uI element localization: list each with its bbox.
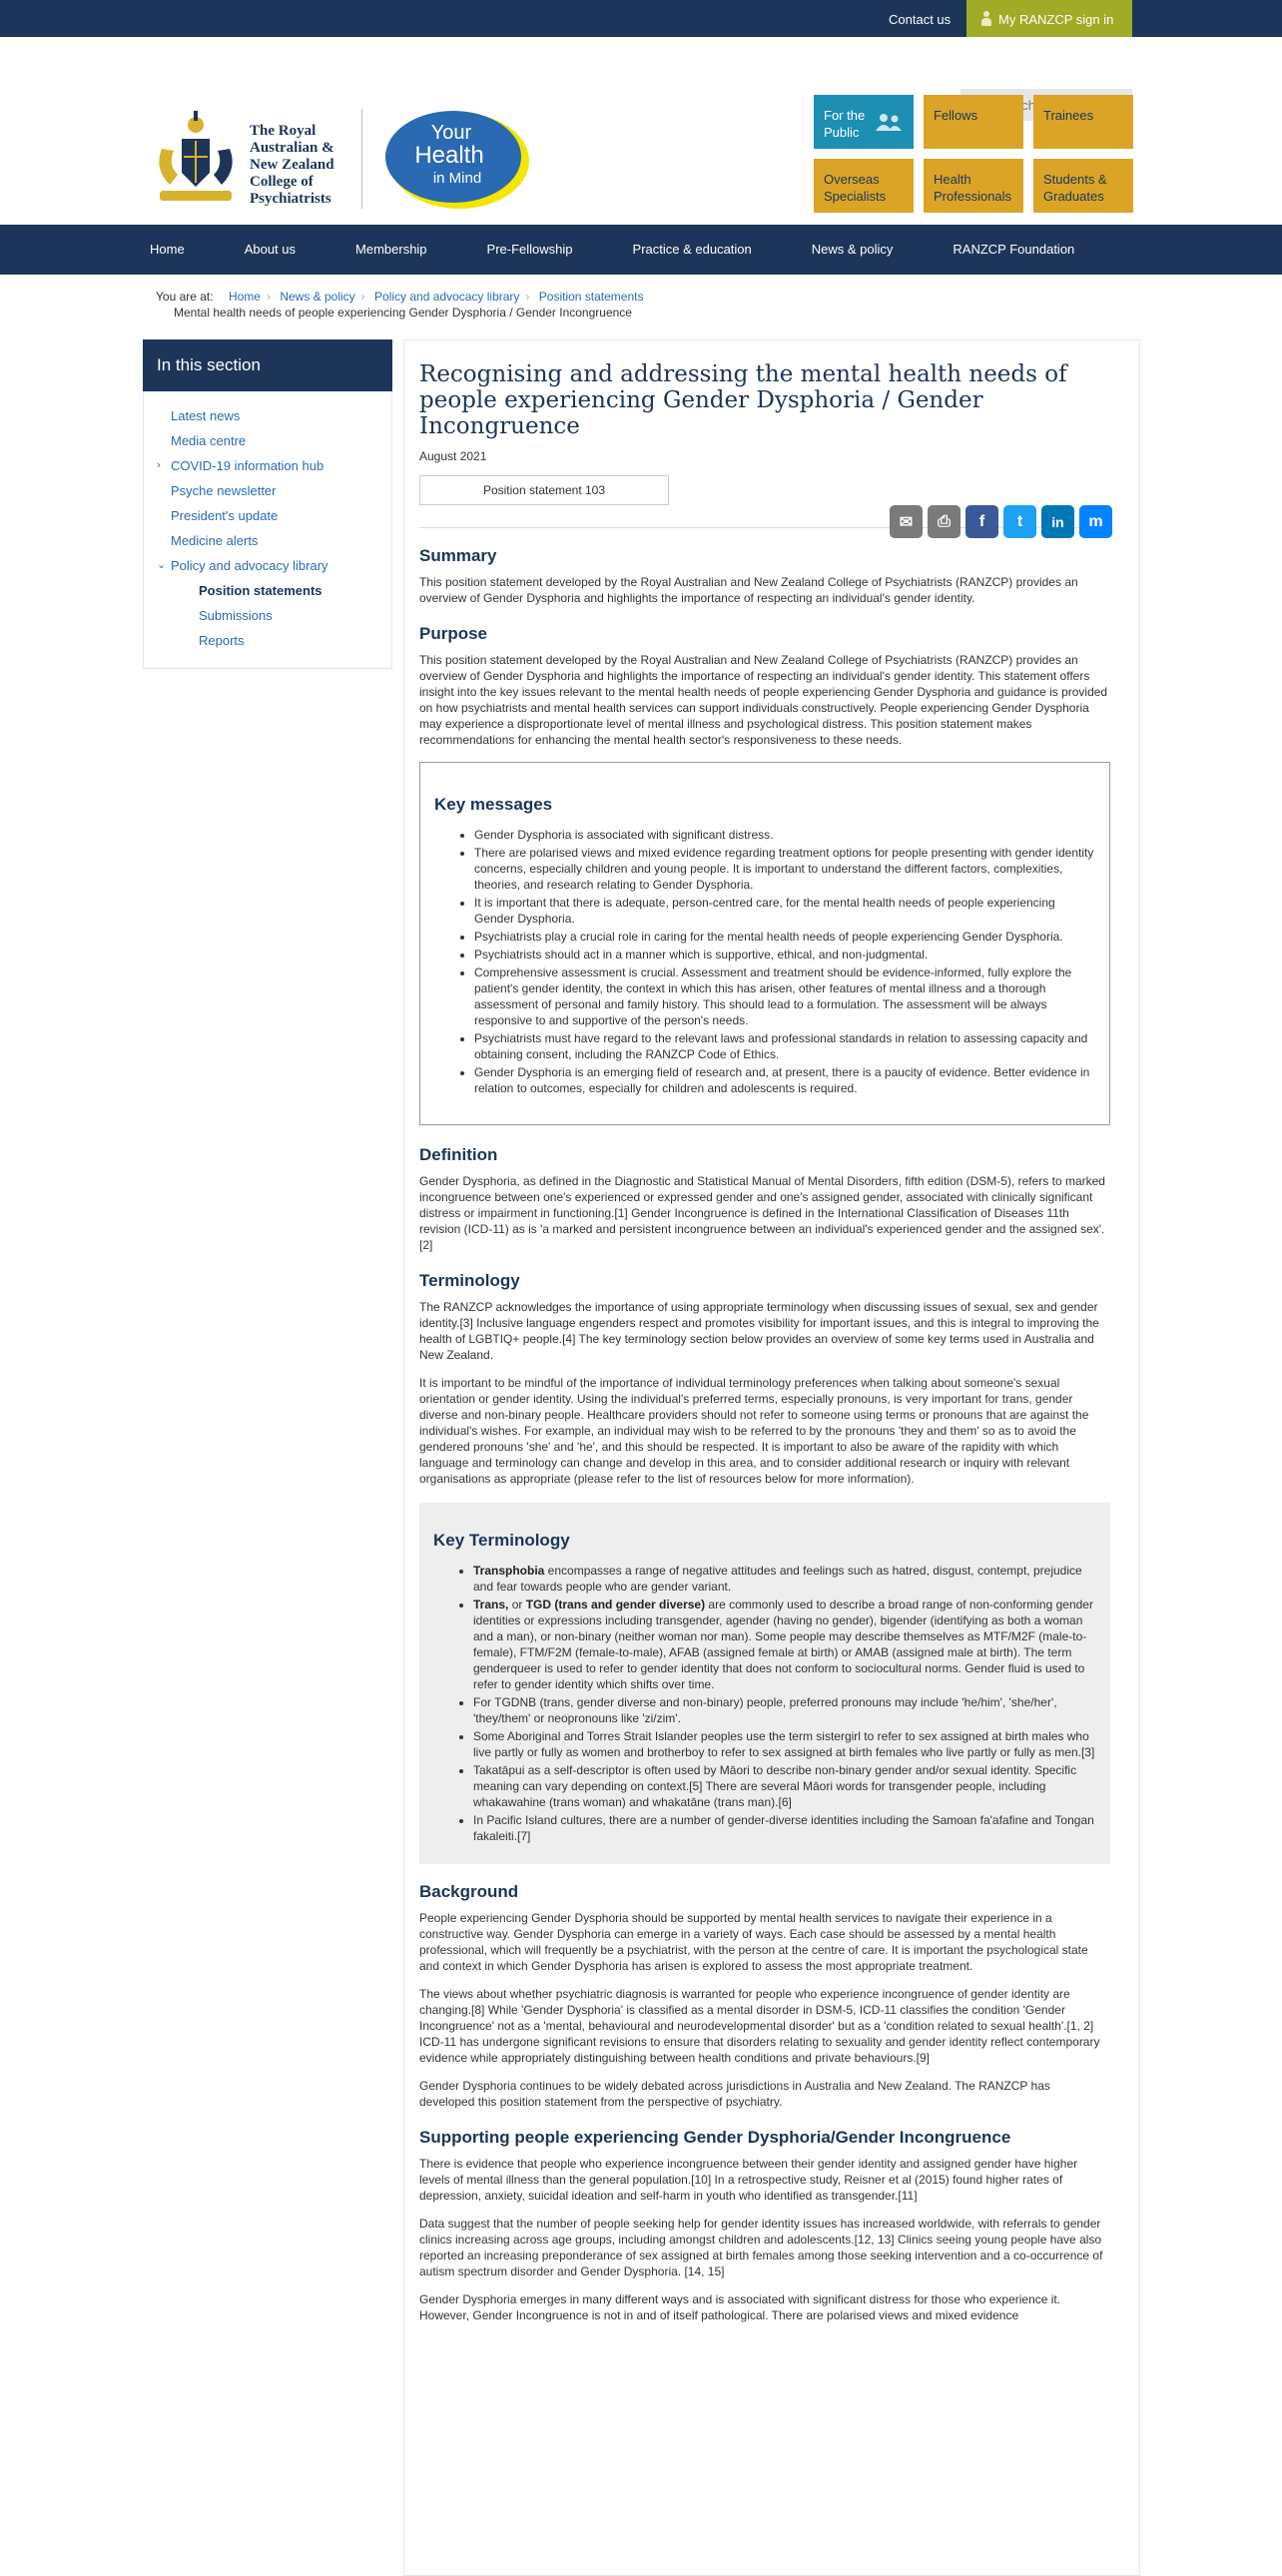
purpose-heading: Purpose: [419, 624, 488, 643]
key-message-item: • Psychiatrists should act in a manner which is supportive, ethical, and non-judgmental.: [474, 947, 1095, 963]
linkedin-icon[interactable]: in: [1041, 505, 1074, 538]
key-messages-heading: Key messages: [434, 795, 553, 814]
site-header: [0, 37, 1282, 225]
tile-fellows[interactable]: Fellows: [924, 95, 1023, 149]
supporting-text: There is evidence that people who experience incongruence between their gender identity and assigned gender have higher levels of mental illness than the general population.[10] In a retrospective study, Reisner et al (2015) found higher rates of depression, anxiety, suicidal ideation and self-harm in youth who identified as transgender.[11]: [419, 2157, 1078, 2203]
terminology-text: The RANZCP acknowledges the importance of using appropriate terminology when discussing issues of sexual, sex and gender identity.[3] Inclusive language engenders respect and promotes visibility for important issues, and this is integral to improving the health of LGBTIQ+ people.[4] The key terminology section below provides an overview of some key terms used in Australia and New Zealand.: [419, 1300, 1099, 1362]
supporting-text: Gender Dysphoria emerges in many different ways and is associated with significant distress for those who experience it. However, Gender Incongruence is not in and of itself pathological. There are polarised views and mixed evidence: [419, 2292, 1061, 2322]
share-buttons: [890, 505, 1112, 538]
key-messages-box: [419, 762, 1110, 1125]
sign-in-label: My RANZCP sign in: [998, 12, 1114, 27]
tile-health-professionals[interactable]: Health Professionals: [924, 159, 1023, 213]
term-transphobia: Transphobia: [473, 1564, 545, 1578]
chevron-right-icon: ›: [157, 459, 161, 471]
page-body: [143, 339, 1140, 2576]
sidebar-item-medicine-alerts[interactable]: Medicine alerts: [171, 533, 259, 548]
background-text: People experiencing Gender Dysphoria should be supported by mental health services to navigate their experience in a constructive way. Gender Dysphoria can emerge in a variety of ways. Each case should be assessed by a mental health professional, which will frequently be a psychiatrist, with the person at the centre of care. It is important the psychological state and context in which Gender Dysphoria has arisen is explored to assess the most appropriate treatment.: [419, 1911, 1088, 1973]
yhim-line3: in Mind: [432, 170, 482, 187]
key-terminology-box: [419, 1503, 1110, 1864]
sidebar-item-covid[interactable]: [144, 453, 391, 478]
supporting-heading: Supporting people experiencing Gender Dysphoria/Gender Incongruence: [419, 2128, 1011, 2147]
facebook-icon[interactable]: f: [965, 505, 998, 538]
background-text: The views about whether psychiatric diagnosis is warranted for people who experience incongruence of gender identity are changing.[8] While 'Gender Dysphoria' is classified as a mental disorder in DSM-5, ICD-11 classifies the condition 'Gender Incongruence' not as a 'mental, behavioural and neurodevelopmental disorder' but as a 'condition related to sexual health'.[1, 2] ICD-11 has undergone significant revisions to ensure that disorders relating to sexuality and gender identity reflect contemporary evidence while appropriately distinguishing between health conditions and private behaviours.[9]: [419, 1987, 1100, 2065]
person-icon: [980, 11, 992, 27]
contact-us-link[interactable]: Contact us: [889, 12, 952, 27]
college-name: The Royal Australian & New Zealand College of Psychiatrists: [250, 123, 334, 207]
key-message-item: • Gender Dysphoria is an emerging field of research and, at present, there is a paucity of evidence. Better evidence in relation to outcomes, especially for children and adolescents is required.: [474, 1064, 1095, 1096]
key-message-item: • Psychiatrists must have regard to the relevant laws and professional standards in relation to assessing capacity and obtaining consent, including the RANZCP Code of Ethics.: [474, 1030, 1095, 1062]
messenger-icon[interactable]: m: [1079, 505, 1112, 538]
terminology-item: [473, 1563, 1096, 1595]
tile-trainees[interactable]: Trainees: [1033, 95, 1133, 149]
nav-news-policy[interactable]: News & policy: [811, 242, 894, 257]
nav-about-us[interactable]: About us: [244, 242, 297, 257]
tile-for-the-public[interactable]: [814, 95, 914, 149]
publish-date: August 2021: [419, 449, 487, 463]
email-share-icon[interactable]: ✉: [890, 505, 923, 538]
yhim-line2: Health: [414, 142, 484, 169]
tile-label: For the Public: [824, 108, 866, 140]
sidebar-title: In this section: [143, 339, 392, 391]
terminology-text: It is important to be mindful of the importance of individual terminology preferences when talking about someone's sexual orientation or gender identity. Using the individual's preferred terms, especially pronouns, is very important for trans, gender diverse and non-binary people. Healthcare providers should not refer to someone using terms or pronouns that are against the individual's wishes. For example, an individual may wish to be referred to by the pronouns 'they and them' so as to avoid the gendered pronouns 'she' and 'he', and this should be respected. It is important to also be aware of the rapidity with which language and terminology can change and develop in this area, and to consider additional research or inquiry with relevant organisations as appropriate (please refer to the list of resources below for more information).: [419, 1376, 1089, 1486]
key-message-item: • It is important that there is adequate, person-centred care, for the mental health needs of people experiencing Gender Dysphoria.: [474, 895, 1095, 927]
term-definition: encompasses a range of negative attitudes and feelings such as hatred, disgust, contempt, prejudice and fear towards people who are gender variant.: [473, 1564, 1082, 1594]
breadcrumb-position-statements[interactable]: Position statements: [538, 290, 644, 304]
purpose-text: This position statement developed by the Royal Australian and New Zealand College of Psychiatrists (RANZCP) provides an overview of Gender Dysphoria and highlights the importance of respecting an individual's gender identity. This statement offers insight into the key issues relevant to the mental health needs of people experiencing Gender Dysphoria and guidance is provided on how psychiatrists and mental health services can support individuals constructively. People experiencing Gender Dysphoria may experience a disproportionate level of mental illness and psychological distress. This position statement makes recommendations for enhancing the mental health sector's responsiveness to these needs.: [419, 653, 1108, 747]
nav-pre-fellowship[interactable]: Pre-Fellowship: [486, 242, 573, 257]
sidebar-item-presidents-update[interactable]: President's update: [171, 508, 279, 523]
ranzcp-crest-logo[interactable]: [152, 109, 240, 209]
sidebar-subitem-submissions[interactable]: Submissions: [199, 608, 273, 623]
key-message-item: • Psychiatrists play a crucial role in caring for the mental health needs of people experiencing Gender Dysphoria.: [474, 929, 1095, 945]
chevron-down-icon: ⌄: [157, 559, 167, 571]
your-health-in-mind-logo[interactable]: [381, 107, 531, 211]
sidebar-subitem-position-statements[interactable]: Position statements: [199, 583, 322, 598]
main-nav: [0, 225, 1282, 275]
sidebar-item-media-centre[interactable]: Media centre: [171, 433, 247, 448]
breadcrumb-policy-library[interactable]: Policy and advocacy library: [374, 290, 520, 304]
people-icon: [874, 113, 904, 131]
page-title: Recognising and addressing the mental health needs of people experiencing Gender Dysphoria / Gender Incongruence: [419, 361, 1067, 439]
breadcrumb-news-policy[interactable]: News & policy: [280, 290, 355, 304]
twitter-icon[interactable]: t: [1003, 505, 1036, 538]
background-heading: Background: [419, 1882, 519, 1901]
top-utility-bar: [0, 0, 1282, 37]
tile-students-graduates[interactable]: Students & Graduates: [1033, 159, 1133, 213]
nav-home[interactable]: Home: [150, 242, 185, 257]
key-message-item: • Comprehensive assessment is crucial. Assessment and treatment should be evidence-informed, fully explore the patient's gender identity, the context in which this has arisen, other features of mental illness and a thorough assessment of personal and family history. This should lead to a formulation. The assessment will be always responsive to and supportive of the person's needs.: [474, 965, 1095, 1028]
term-definition: are commonly used to describe a broad range of non-conforming gender identities or expressions including transgender, agender (having no gender), bigender (identifying as both a woman and a man), or non-binary (neither woman nor man). Some people may describe themselves as MTF/M2F (male-to-female), FTM/F2M (female-to-male), AFAB (assigned female at birth) or AMAB (assigned male at birth). The term genderqueer is used to refer to gender identity that does not conform to sociocultural norms. Gender fluid is used to refer to gender identity which shifts over time.: [473, 1598, 1093, 1691]
sidebar-item-policy-library[interactable]: [144, 553, 391, 578]
breadcrumb: You are at: Home › News & policy › Policy and advocacy library › Position statements Mental health needs of people experiencing Gender Dysphoria / Gender Incongruence: [0, 275, 1282, 326]
summary-text: This position statement developed by the Royal Australian and New Zealand College of Psychiatrists (RANZCP) provides an overview of Gender Dysphoria and highlights the importance of respecting an individual's gender identity.: [419, 575, 1078, 605]
breadcrumb-home[interactable]: Home: [228, 290, 261, 304]
nav-ranzcp-foundation[interactable]: RANZCP Foundation: [953, 242, 1075, 257]
terminology-item: • Some Aboriginal and Torres Strait Islander peoples use the term sistergirl to refer to sex assigned at birth males who live partly or fully as women and brotherboy to refer to sex assigned at birth females who live partly or fully as men.[3]: [473, 1728, 1096, 1760]
sign-in-button[interactable]: [966, 0, 1132, 37]
breadcrumb-prefix: You are at:: [156, 290, 214, 304]
key-message-item: • Gender Dysphoria is associated with significant distress.: [474, 827, 1095, 843]
terminology-item: • Takatāpui as a self-descriptor is often used by Māori to describe non-binary gender and/or sexual identity. Specific meaning can vary depending on context.[5] There are several Māori words for transgender people, including whakawahine (trans woman) and whakatāne (trans man).[6]: [473, 1762, 1096, 1810]
terminology-item: • In Pacific Island cultures, there are a number of gender-diverse identities including the Samoan fa'afafine and Tongan fakaleiti.[7]: [473, 1812, 1096, 1844]
key-message-item: • There are polarised views and mixed evidence regarding treatment options for people presenting with gender identity concerns, especially children and young people. It is important to understand the different factors, complexities, theories, and research relating to Gender Dysphoria.: [474, 845, 1095, 893]
terminology-heading: Terminology: [419, 1271, 520, 1290]
yhim-line1: Your: [430, 122, 472, 144]
summary-heading: Summary: [419, 546, 497, 565]
definition-heading: Definition: [419, 1145, 498, 1164]
sidebar-subitem-reports[interactable]: Reports: [199, 633, 245, 648]
print-icon[interactable]: ⎙: [928, 505, 961, 538]
section-sidebar: [143, 339, 392, 669]
background-text: Gender Dysphoria continues to be widely debated across jurisdictions in Australia and New Zealand. The RANZCP has developed this position statement from the perspective of psychiatry.: [419, 2079, 1050, 2109]
position-statement-number: Position statement 103: [419, 475, 669, 505]
sidebar-item-label: Policy and advocacy library: [171, 558, 328, 573]
terminology-item: • For TGDNB (trans, gender diverse and non-binary) people, preferred pronouns may include 'he/him', 'she/her', 'they/them' or neopronouns like 'zi/zim'.: [473, 1694, 1096, 1726]
logo-divider: [361, 109, 362, 209]
terminology-item: • Trans, or TGD (trans and gender diverse) are commonly used to describe a broad range of non-conforming gender identities or expressions including transgender, agender (having no gender), bigender (identifying as both a woman and a man), or non-binary (neither woman nor man). Some people may describe themselves as MTF/M2F (male-to-female), FTM/F2M (female-to-male), AFAB (assigned female at birth) or AMAB (assigned male at birth). The term genderqueer is used to refer to gender identity that does not conform to sociocultural norms. Gender fluid is used to refer to gender identity which shifts over time.: [473, 1597, 1096, 1692]
definition-text: Gender Dysphoria, as defined in the Diagnostic and Statistical Manual of Mental Disorders, fifth edition (DSM-5), refers to marked incongruence between one's experienced or expressed gender and one's assigned gender, associated with clinically significant distress or impairment in functioning.[1] Gender Incongruence is defined in the International Classification of Diseases 11th revision (ICD-11) as is 'a marked and persistent incongruence between an individual's experienced gender and the assigned sex'.[2]: [419, 1174, 1105, 1252]
nav-membership[interactable]: Membership: [355, 242, 427, 257]
tile-overseas-specialists[interactable]: Overseas Specialists: [814, 159, 914, 213]
breadcrumb-current: Mental health needs of people experiencing Gender Dysphoria / Gender Incongruence: [174, 306, 632, 320]
sidebar-item-label: COVID-19 information hub: [171, 458, 324, 473]
supporting-text: Data suggest that the number of people seeking help for gender identity issues has increased worldwide, with referrals to gender clinics increasing across age groups, including amongst children and adolescents.[12, 13] Clinics seeing young people have also reported an increasing preponderance of sex assigned at birth females among those seeking intervention and a co-occurrence of autism spectrum disorder and Gender Dysphoria. [14, 15]: [419, 2217, 1103, 2278]
sidebar-item-latest-news[interactable]: Latest news: [171, 408, 241, 423]
article: [419, 361, 1118, 2323]
key-terminology-heading: Key Terminology: [433, 1531, 570, 1550]
sidebar-item-psyche[interactable]: Psyche newsletter: [171, 483, 277, 498]
nav-practice-education[interactable]: Practice & education: [632, 242, 752, 257]
